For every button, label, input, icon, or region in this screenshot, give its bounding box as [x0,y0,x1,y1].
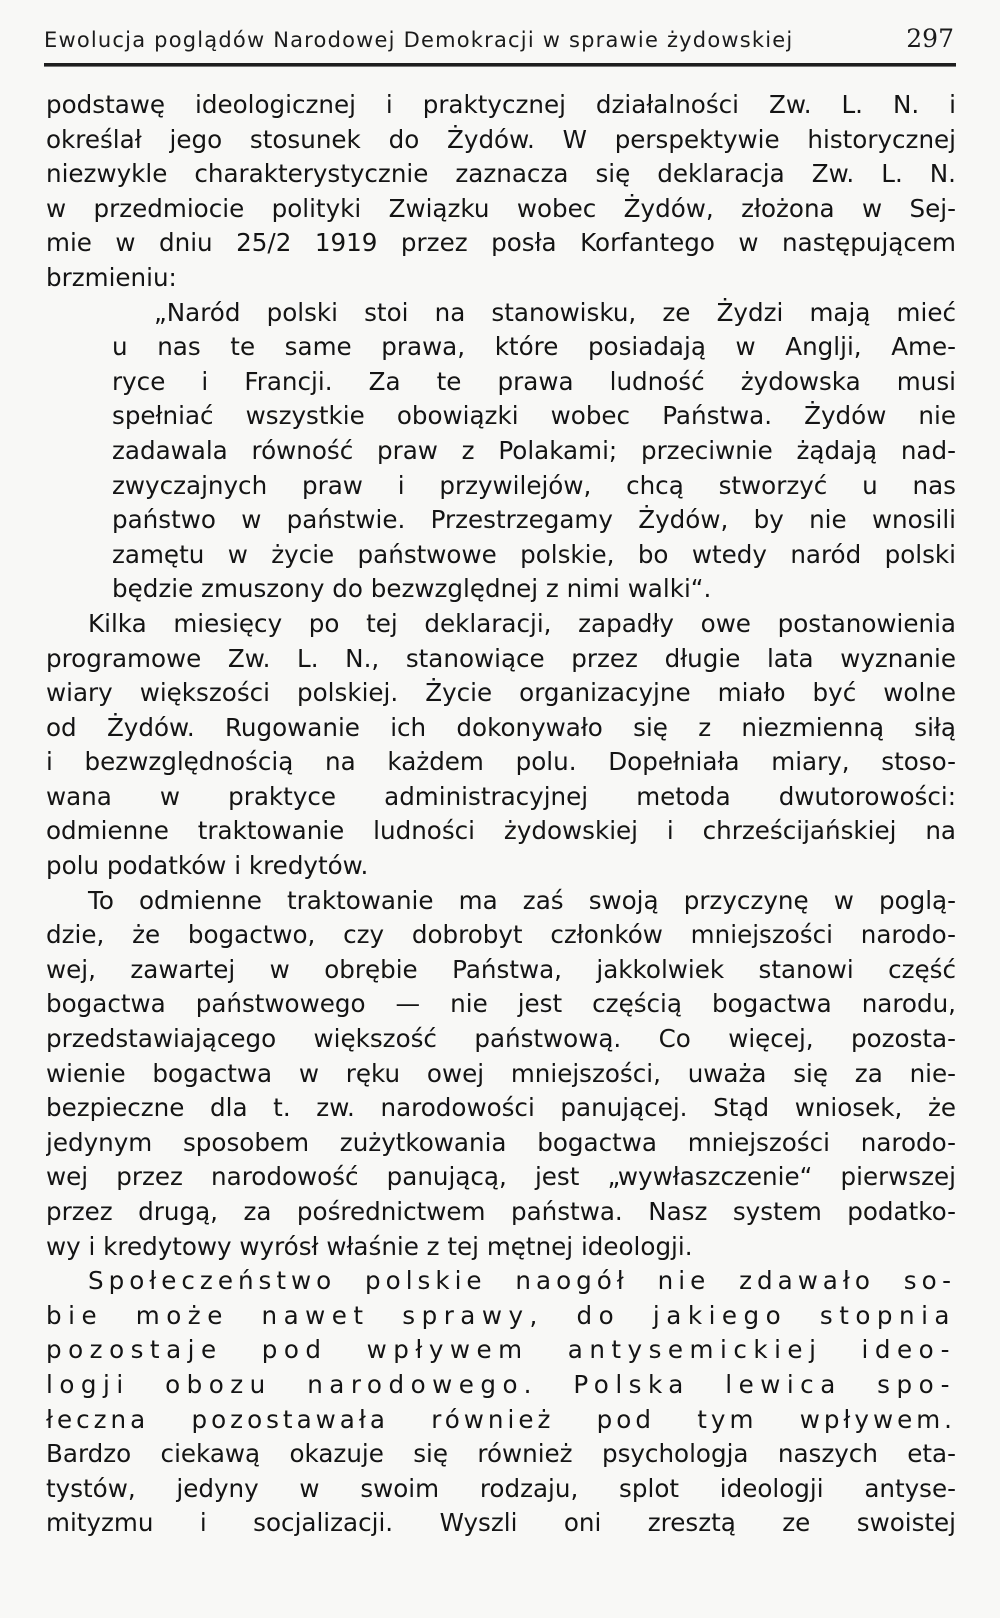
text-line: przedstawiającego większość państwową. Co więcej, pozosta- [46,1024,956,1054]
quote-line: „Naród polski stoi na stanowisku, ze Żydzi mają mieć [154,297,956,327]
text-line: wienie bogactwa w ręku owej mniejszości, uważa się za nie- [46,1058,956,1088]
text-line: wiary większości polskiej. Życie organizacyjne miało być wolne [46,678,956,708]
text-line: wej, zawartej w obrębie Państwa, jakkolwiek stanowi część [46,954,956,984]
quote-line: będzie zmuszony do bezwzględnej z nimi walki“. [112,574,712,604]
text-line: wana w praktyce administracyjnej metoda dwutorowości: [46,781,956,811]
quote-line: państwo w państwie. Przestrzegamy Żydów, by nie wnosili [112,505,956,535]
text-line: mityzmu i socjalizacji. Wyszli oni zresztą ze swoistej [46,1508,956,1538]
spaced-text-line: łeczna pozostawała również pod tym wpływem. [46,1404,956,1434]
text-line: odmienne traktowanie ludności żydowskiej i chrześcijańskiej na [46,816,956,846]
running-title: Ewolucja poglądów Narodowej Demokracji w sprawie żydowskiej [44,28,794,52]
text-line: Kilka miesięcy po tej deklaracji, zapadły owe postanowienia [88,608,956,638]
text-line: jedynym sposobem zużytkowania bogactwa mniejszości narodo- [46,1127,956,1157]
text-line: mie w dniu 25/2 1919 przez posła Korfantego w następującem [46,228,956,258]
header-rule [44,63,956,67]
text-line: i bezwzględnością na każdem polu. Dopełniała miary, stoso- [46,747,956,777]
quote-line: spełniać wszystkie obowiązki wobec Państwa. Żydów nie [112,401,956,431]
spaced-text-line: logji obozu narodowego. Polska lewica spo- [46,1369,956,1399]
text-line: brzmieniu: [46,262,177,292]
text-line: tystów, jedyny w swoim rodzaju, splot ideologji antyse- [46,1473,956,1503]
text-line: programowe Zw. L. N., stanowiące przez długie lata wyznanie [46,643,956,673]
text-line: przez drugą, za pośrednictwem państwa. Nasz system podatko- [46,1197,956,1226]
text-line: Bardzo ciekawą okazuje się również psychologja naszych eta- [46,1439,956,1469]
body-text [46,88,956,1541]
quote-line: zadawala równość praw z Polakami; przeciwnie żądają nad- [112,435,956,465]
text-line: niezwykle charakterystycznie zaznacza się deklaracja Zw. L. N. [46,159,956,189]
spaced-text-line: Społeczeństwo polskie naogół nie zdawało so- [88,1266,956,1296]
text-line: wy i kredytowy wyrósł właśnie z tej mętnej ideologji. [46,1231,693,1261]
text-line: To odmienne traktowanie ma zaś swoją przyczynę w poglą- [88,885,956,915]
text-line: podstawę ideologicznej i praktycznej działalności Zw. L. N. i [46,90,956,119]
spaced-text-line: pozostaje pod wpływem antysemickiej ideo- [46,1335,956,1365]
running-header [44,22,956,62]
text-line: od Żydów. Rugowanie ich dokonywało się z niezmienną siłą [46,712,956,742]
quote-line: zwyczajnych praw i przywilejów, chcą stworzyć u nas [112,470,956,500]
text-line: polu podatków i kredytów. [46,851,369,881]
text-line: w przedmiocie polityki Związku wobec Żydów, złożona w Sej- [46,193,956,223]
text-line: bogactwa państwowego — nie jest częścią bogactwa narodu, [46,989,956,1019]
spaced-text-line: bie może nawet sprawy, do jakiego stopnia [46,1300,956,1330]
text-line: wej przez narodowość panującą, jest „wywłaszczenie“ pierwszej [46,1162,956,1192]
quote-line: ryce i Francji. Za te prawa ludność żydowska musi [112,366,956,396]
text-line: określał jego stosunek do Żydów. W perspektywie historycznej [46,124,956,154]
quote-line: u nas te same prawa, które posiadają w Anglji, Ame- [112,332,956,362]
page-number: 297 [906,24,954,53]
text-line: dzie, że bogactwo, czy dobrobyt członków mniejszości narodo- [46,920,956,950]
text-line: bezpieczne dla t. zw. narodowości panującej. Stąd wniosek, że [46,1093,956,1123]
quote-line: zamętu w życie państwowe polskie, bo wtedy naród polski [112,539,956,569]
